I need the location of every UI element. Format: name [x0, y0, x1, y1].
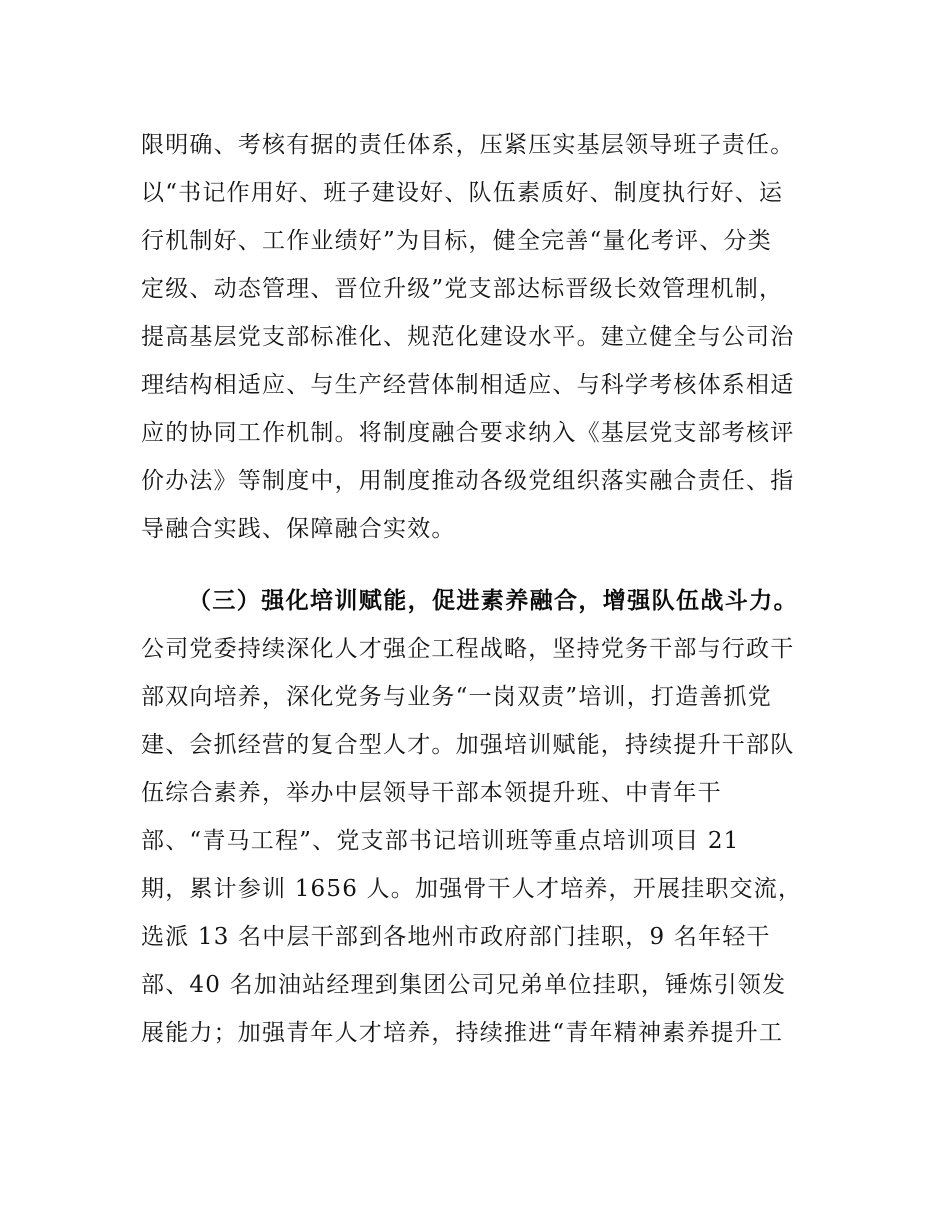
paragraph-line: 以“书记作用好、班子建设好、队伍素质好、制度执行好、运: [141, 180, 784, 206]
paragraph-line: 伍综合素养，举办中层领导干部本领提升班、中青年干: [141, 780, 722, 806]
paragraph-line: 建、会抓经营的复合型人才。加强培训赋能，持续提升干部队: [141, 732, 795, 758]
paragraph-line: 导融合实践、保障融合实效。: [141, 516, 456, 542]
paragraph-line: 公司党委持续深化人才强企工程战略，坚持党务干部与行政干: [141, 636, 795, 662]
paragraph-line: 行机制好、工作业绩好”为目标，健全完善“量化考评、分类: [141, 228, 772, 254]
paragraph-line: 展能力；加强青年人才培养，持续推进“青年精神素养提升工: [141, 1020, 784, 1046]
paragraph-line: 部、“青马工程”、党支部书记培训班等重点培训项目 21: [141, 828, 740, 854]
paragraph-line: 期，累计参训 1656 人。加强骨干人才培养，开展挂职交流，: [141, 876, 803, 902]
paragraph-line: 提高基层党支部标准化、规范化建设水平。建立健全与公司治: [141, 324, 795, 350]
paragraph-line: 价办法》等制度中，用制度推动各级党组织落实融合责任、指: [141, 468, 795, 494]
paragraph-line: 选派 13 名中层干部到各地州市政府部门挂职，9 名年轻干: [141, 924, 771, 950]
paragraph-line: 应的协同工作机制。将制度融合要求纳入《基层党支部考核评: [141, 420, 795, 446]
paragraph-line: 部双向培养，深化党务与业务“一岗双责”培训，打造善抓党: [141, 684, 772, 710]
section-heading: （三）强化培训赋能，促进素养融合，增强队伍战斗力。: [188, 588, 798, 614]
paragraph-line: 限明确、考核有据的责任体系，压紧压实基层领导班子责任。: [141, 132, 795, 158]
paragraph-line: 定级、动态管理、晋位升级”党支部达标晋级长效管理机制，: [141, 276, 784, 302]
paragraph-line: 理结构相适应、与生产经营体制相适应、与科学考核体系相适: [141, 372, 795, 398]
paragraph-line: 部、40 名加油站经理到集团公司兄弟单位挂职，锤炼引领发: [141, 972, 787, 998]
